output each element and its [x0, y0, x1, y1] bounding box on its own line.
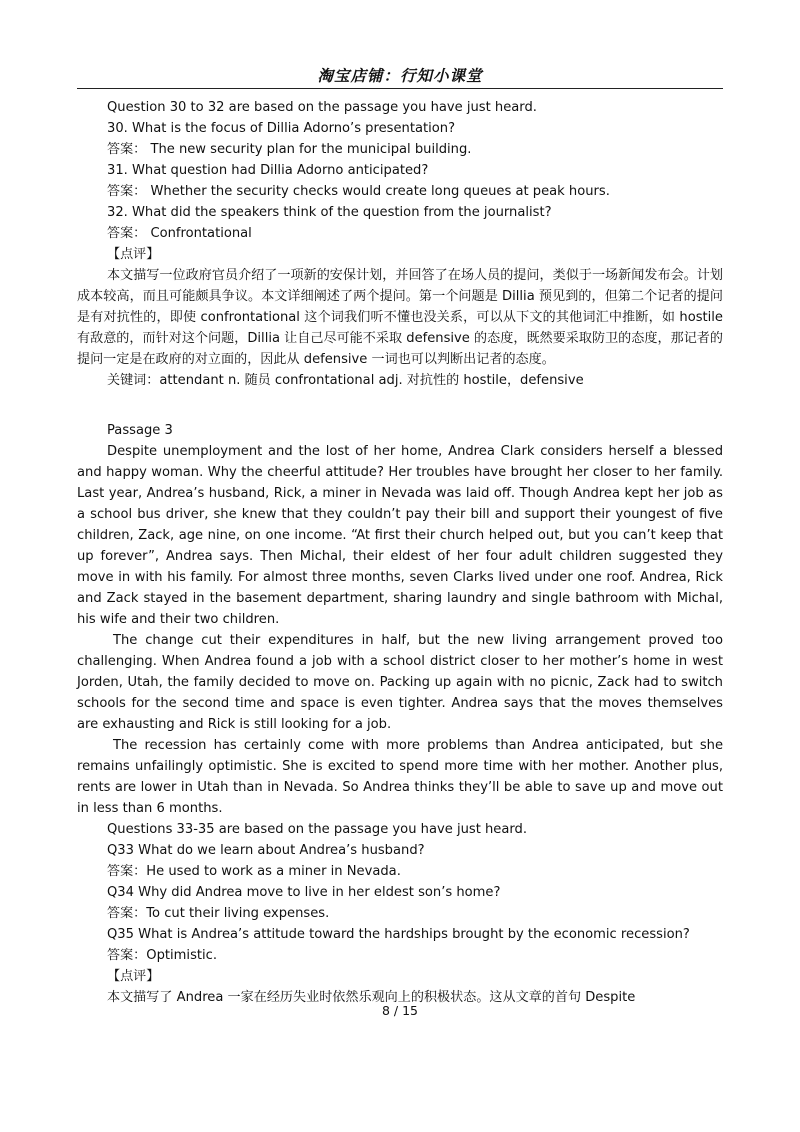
answer-35: 答案：Optimistic.: [107, 948, 218, 963]
page-number: 8 / 15: [381, 1003, 419, 1018]
spacer: [77, 391, 723, 412]
question-34: Q34 Why did Andrea move to live in her eldest son’s home?: [107, 885, 501, 900]
review-label: 【点评】: [107, 247, 160, 262]
header-title: 淘宝店铺：行知小课堂: [317, 67, 483, 85]
passage-paragraph-2: The change cut their expenditures in half, but the new living arrangement proved too challenging. When Andrea found a job with a school district closer to her mother’s home in west Jorden, Utah, the family decided to move on. Packing up again with no picnic, Zack had to switch schools for the second time and space is even tighter. Andrea says that the moves themselves are exhausting and Rick is still looking for a job.: [77, 633, 723, 732]
answer-33: 答案：He used to work as a miner in Nevada.: [107, 864, 401, 879]
question-35: Q35 What is Andrea’s attitude toward the hardships brought by the economic recession?: [107, 927, 690, 942]
review-text: 本文描写一位政府官员介绍了一项新的安保计划，并回答了在场人员的提问，类似于一场新闻发布会。计划成本较高，而且可能颇具争议。本文详细阐述了两个提问。第一个问题是 Dillia 预见到的，但第二个记者的提问是有对抗性的，即使 confrontational 这个词我们听不懂也没关系，可以从下文的其他词汇中推断，如 hostile 有敌意的，而针对这个问题，Dillia 让自己尽可能不采取 defensive 的态度，既然要采取防卫的态度，那记者的提问一定是在政府的对立面的，因此从 defensive 一词也可以判断出记者的态度。: [77, 268, 723, 367]
question-32: 32. What did the speakers think of the question from the journalist?: [107, 205, 552, 220]
answer-30: 答案： The new security plan for the municipal building.: [107, 142, 472, 157]
passage-title: Passage 3: [107, 423, 173, 438]
question-intro-33-35: Questions 33-35 are based on the passage you have just heard.: [107, 822, 528, 837]
question-30: 30. What is the focus of Dillia Adorno’s presentation?: [107, 121, 456, 136]
spacer: [77, 412, 723, 420]
question-33: Q33 What do we learn about Andrea’s husband?: [107, 843, 425, 858]
passage-paragraph-1: Despite unemployment and the lost of her home, Andrea Clark considers herself a blessed and happy woman. Why the cheerful attitude? Her troubles have brought her closer to her family. Last year, Andrea’s husband, Rick, a miner in Nevada was laid off. Though Andrea kept her job as a school bus driver, she knew that they couldn’t pay their bill and support their youngest of five children, Zack, age nine, on one income. “At first their church helped out, but you can’t keep that up forever”, Andrea says. Then Michal, their eldest of her four adult children suggested they move in with his family. For almost three months, seven Clarks lived under one roof. Andrea, Rick and Zack stayed in the basement department, sharing laundry and single bathroom with Michal, his wife and their two children.: [77, 444, 723, 627]
review-label: 【点评】: [107, 969, 160, 984]
question-31: 31. What question had Dillia Adorno anticipated?: [107, 163, 429, 178]
review-text: 本文描写了 Andrea 一家在经历失业时依然乐观向上的积极状态。这从文章的首句 Despite: [107, 990, 636, 1005]
document-body: [77, 97, 723, 1008]
answer-32: 答案： Confrontational: [107, 226, 252, 241]
question-intro-30-32: Question 30 to 32 are based on the passage you have just heard.: [107, 100, 537, 115]
answer-34: 答案：To cut their living expenses.: [107, 906, 330, 921]
passage-paragraph-3: The recession has certainly come with more problems than Andrea anticipated, but she remains unfailingly optimistic. She is excited to spend more time with her mother. Another plus, rents are lower in Utah than in Nevada. So Andrea thinks they’ll be able to save up and move out in less than 6 months.: [77, 738, 723, 816]
keywords: 关键词：attendant n. 随员 confrontational adj. 对抗性的 hostile，defensive: [107, 373, 584, 388]
page-header: [77, 58, 723, 89]
answer-31: 答案： Whether the security checks would create long queues at peak hours.: [107, 184, 610, 199]
